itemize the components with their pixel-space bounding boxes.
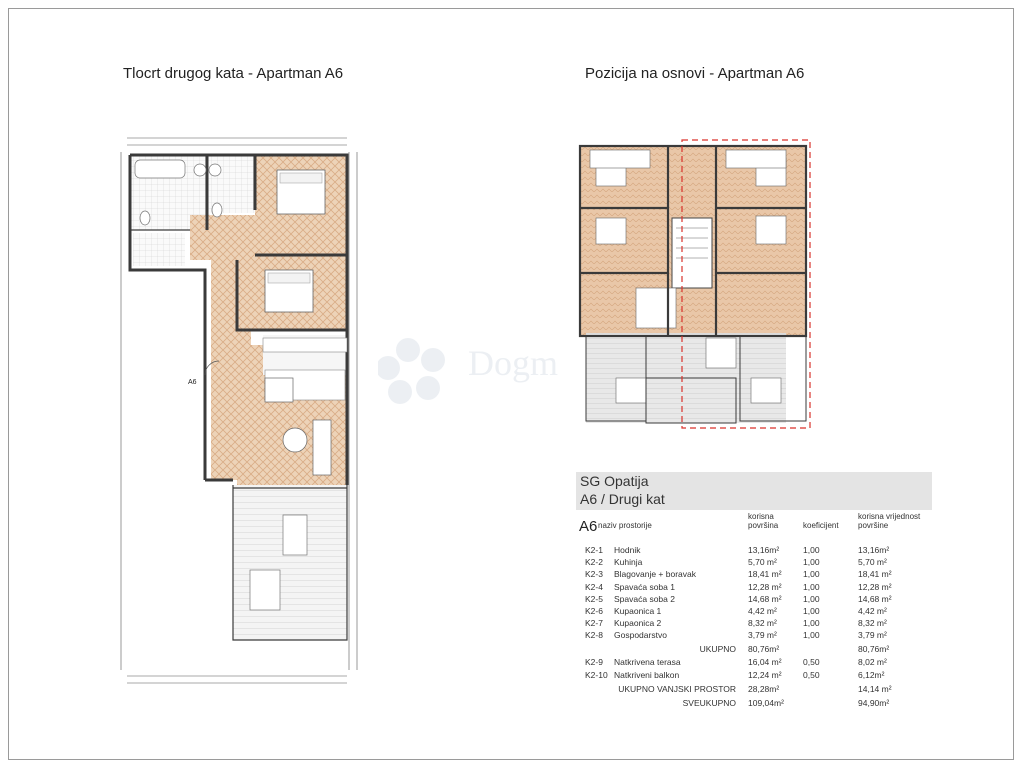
- room-area: 12,24 m²: [748, 669, 782, 680]
- room-value: 12,28 m²: [858, 581, 892, 592]
- total-value: 80,76m²: [858, 644, 890, 654]
- room-coefficient: 1,00: [803, 593, 820, 604]
- room-coefficient: 1,00: [803, 630, 820, 641]
- room-coefficient: 0,50: [803, 669, 820, 680]
- room-value: 18,41 m²: [858, 569, 892, 580]
- room-coefficient: 1,00: [803, 618, 820, 629]
- room-name: Kupaonica 2: [614, 618, 662, 629]
- room-area: 4,42 m²: [748, 606, 777, 616]
- total-area: 80,76m²: [748, 644, 780, 654]
- room-value: 14,68 m²: [858, 593, 892, 604]
- room-value: 3,79 m²: [858, 630, 887, 641]
- room-name: Kuhinja: [614, 557, 643, 568]
- grand-total-value: 94,90m²: [858, 698, 890, 708]
- room-name: Spavaća soba 2: [614, 593, 675, 604]
- project-name: SG Opatija: [580, 473, 649, 489]
- unit-code: A6: [579, 518, 598, 535]
- table-row: [0, 582, 1024, 595]
- table-row: [0, 569, 1024, 582]
- room-coefficient: 1,00: [803, 545, 820, 555]
- room-name: Natkriveni balkon: [614, 669, 680, 680]
- room-coefficient: 1,00: [803, 557, 820, 568]
- outdoor-total-label: UKUPNO VANJSKI PROSTOR: [618, 684, 736, 694]
- total-label: UKUPNO: [699, 644, 736, 654]
- room-area: 12,28 m²: [748, 581, 782, 592]
- room-value: 8,02 m²: [858, 657, 887, 667]
- room-value: 6,12m²: [858, 669, 885, 680]
- room-code: K2-6: [585, 606, 603, 616]
- table-header-band: [576, 472, 932, 510]
- col-header-value: korisna vrijednost površine: [858, 512, 921, 530]
- room-name: Blagovanje + boravak: [614, 569, 696, 580]
- room-code: K2-10: [585, 669, 608, 680]
- room-area: 18,41 m²: [748, 569, 782, 580]
- table-row: [0, 630, 1024, 643]
- outdoor-total-area: 28,28m²: [748, 684, 780, 694]
- room-coefficient: 1,00: [803, 581, 820, 592]
- col-header-coef: koeficijent: [803, 521, 839, 530]
- table-row: [0, 698, 1024, 711]
- table-row: [0, 606, 1024, 619]
- room-code: K2-1: [585, 545, 603, 555]
- watermark-text: Dogm: [468, 343, 558, 383]
- col-header-area: korisna površina: [748, 512, 779, 530]
- grand-total-label: SVEUKUPNO: [682, 698, 736, 708]
- col-header-name: naziv prostorije: [598, 521, 652, 530]
- room-coefficient: 1,00: [803, 606, 820, 616]
- room-code: K2-3: [585, 569, 603, 580]
- room-area: 8,32 m²: [748, 618, 777, 629]
- table-row: [0, 684, 1024, 697]
- room-name: Natkrivena terasa: [614, 657, 681, 667]
- room-code: K2-7: [585, 618, 603, 629]
- table-row: [0, 618, 1024, 631]
- room-coefficient: 1,00: [803, 569, 820, 580]
- table-row: [0, 557, 1024, 570]
- table-row: [0, 644, 1024, 657]
- room-coefficient: 0,50: [803, 657, 820, 667]
- room-value: 4,42 m²: [858, 606, 887, 616]
- room-area: 14,68 m²: [748, 593, 782, 604]
- entry-label: A6: [188, 379, 197, 386]
- room-area: 13,16m²: [748, 545, 780, 555]
- room-name: Kupaonica 1: [614, 606, 662, 616]
- room-name: Hodnik: [614, 545, 641, 555]
- room-code: K2-9: [585, 657, 603, 667]
- grand-total-area: 109,04m²: [748, 698, 784, 708]
- unit-floor: A6 / Drugi kat: [580, 491, 665, 507]
- right-plan-title: Pozicija na osnovi - Apartman A6: [585, 65, 805, 82]
- table-row: [0, 545, 1024, 558]
- room-code: K2-2: [585, 557, 603, 568]
- room-code: K2-5: [585, 593, 603, 604]
- room-area: 16,04 m²: [748, 657, 782, 667]
- room-code: K2-4: [585, 581, 603, 592]
- outdoor-total-value: 14,14 m²: [858, 684, 892, 694]
- room-value: 13,16m²: [858, 545, 890, 555]
- table-row: [0, 657, 1024, 670]
- room-area: 3,79 m²: [748, 630, 777, 641]
- left-plan-title: Tlocrt drugog kata - Apartman A6: [123, 65, 344, 82]
- room-code: K2-8: [585, 630, 603, 641]
- room-name: Gospodarstvo: [614, 630, 667, 641]
- room-name: Spavaća soba 1: [614, 581, 675, 592]
- table-row: [0, 594, 1024, 607]
- room-value: 5,70 m²: [858, 557, 887, 568]
- room-area: 5,70 m²: [748, 557, 777, 568]
- watermark-logo: [378, 330, 638, 420]
- room-value: 8,32 m²: [858, 618, 887, 629]
- table-row: [0, 670, 1024, 683]
